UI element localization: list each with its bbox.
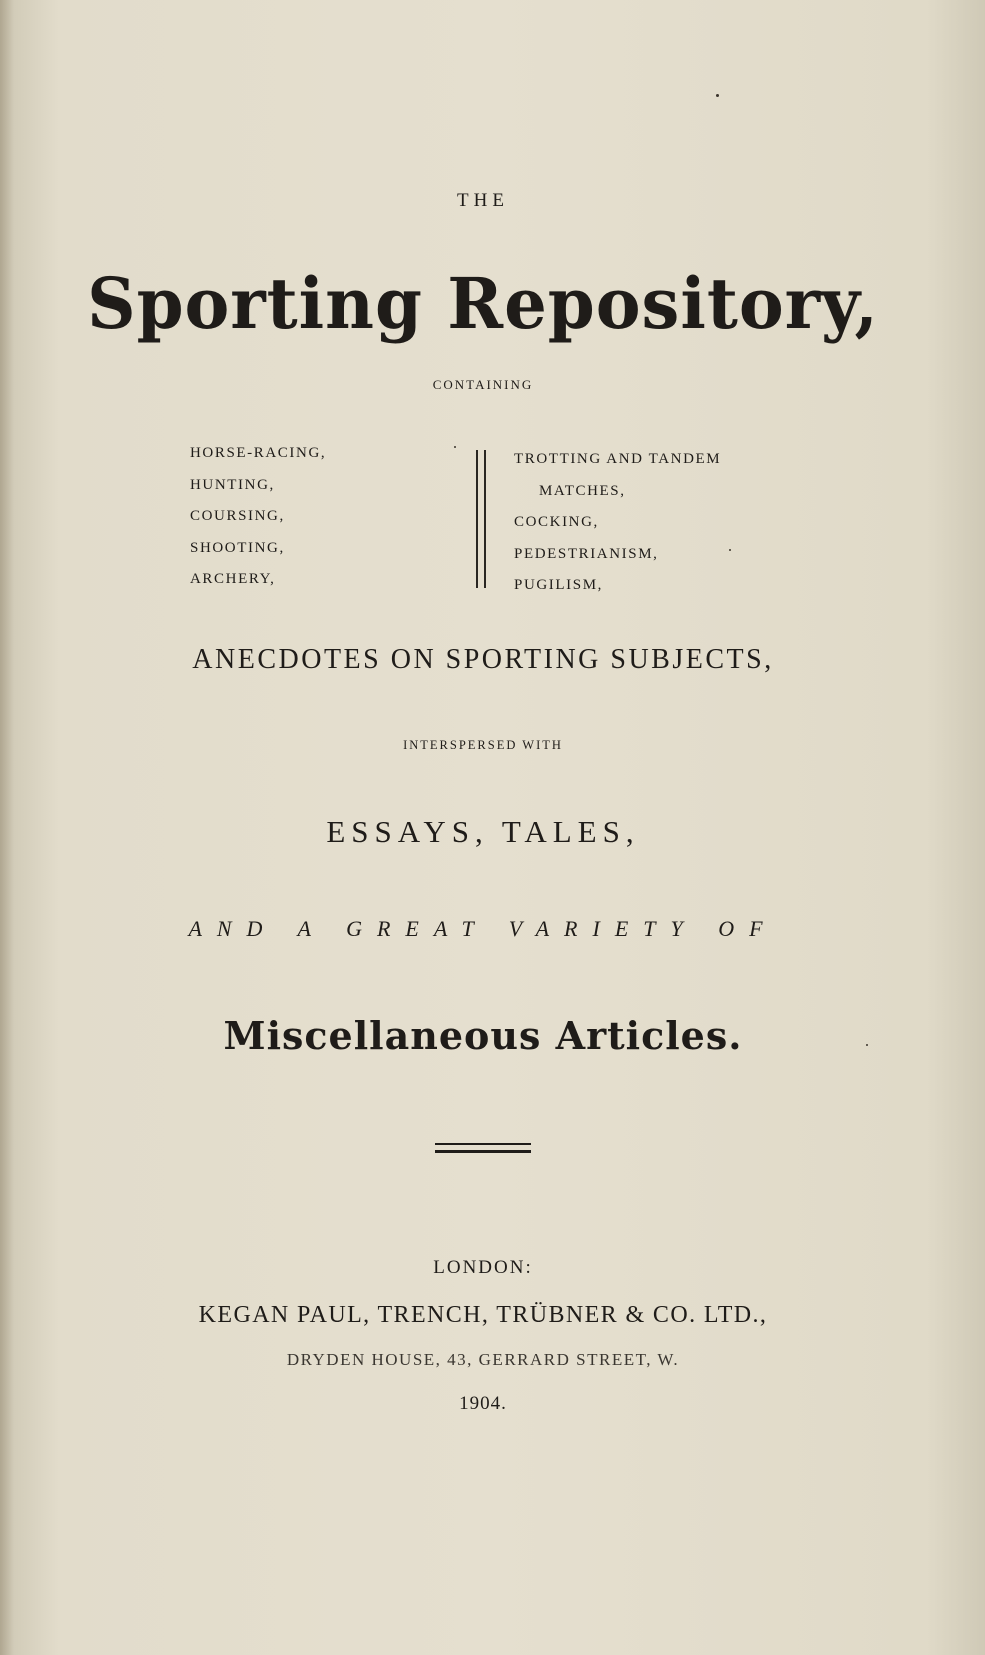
list-item: COCKING,	[514, 514, 599, 530]
list-item: HORSE-RACING,	[190, 445, 327, 461]
containing-label: CONTAINING	[432, 377, 534, 392]
list-item: PUGILISM,	[514, 577, 603, 593]
double-rule-bottom	[435, 1150, 531, 1153]
list-item: TROTTING AND TANDEM	[514, 451, 722, 467]
essays-heading: ESSAYS, TALES,	[326, 814, 640, 849]
anecdotes-heading: ANECDOTES ON SPORTING SUBJECTS,	[192, 644, 774, 675]
list-item: HUNTING,	[190, 476, 275, 493]
double-rule-top	[435, 1143, 531, 1145]
list-item: MATCHES,	[539, 482, 626, 499]
list-item: ARCHERY,	[190, 571, 276, 587]
ink-speck	[716, 94, 719, 97]
imprint-publisher: KEGAN PAUL, TRENCH, TRÜBNER & CO. LTD.,	[198, 1302, 768, 1328]
list-item: COURSING,	[190, 508, 285, 524]
list-item: SHOOTING,	[190, 539, 285, 556]
column-divider-left	[476, 450, 478, 588]
main-title: Sporting Repository,	[87, 262, 879, 345]
ink-speck	[454, 446, 456, 448]
variety-line: AND A GREAT VARIETY OF	[188, 916, 778, 941]
imprint-city: LONDON:	[433, 1257, 533, 1278]
column-divider-right	[484, 450, 486, 588]
ink-speck	[729, 549, 731, 551]
interspersed-label: INTERSPERSED WITH	[403, 738, 563, 752]
imprint-address: DRYDEN HOUSE, 43, GERRARD STREET, W.	[286, 1350, 680, 1369]
title-prefix: THE	[457, 190, 509, 211]
sports-list-right	[514, 444, 721, 602]
imprint-year: 1904.	[459, 1393, 507, 1414]
ink-speck	[866, 1044, 868, 1046]
list-item: PEDESTRIANISM,	[514, 545, 659, 562]
sports-list-left	[190, 438, 326, 596]
miscellaneous-title: Miscellaneous Articles.	[223, 1013, 743, 1058]
